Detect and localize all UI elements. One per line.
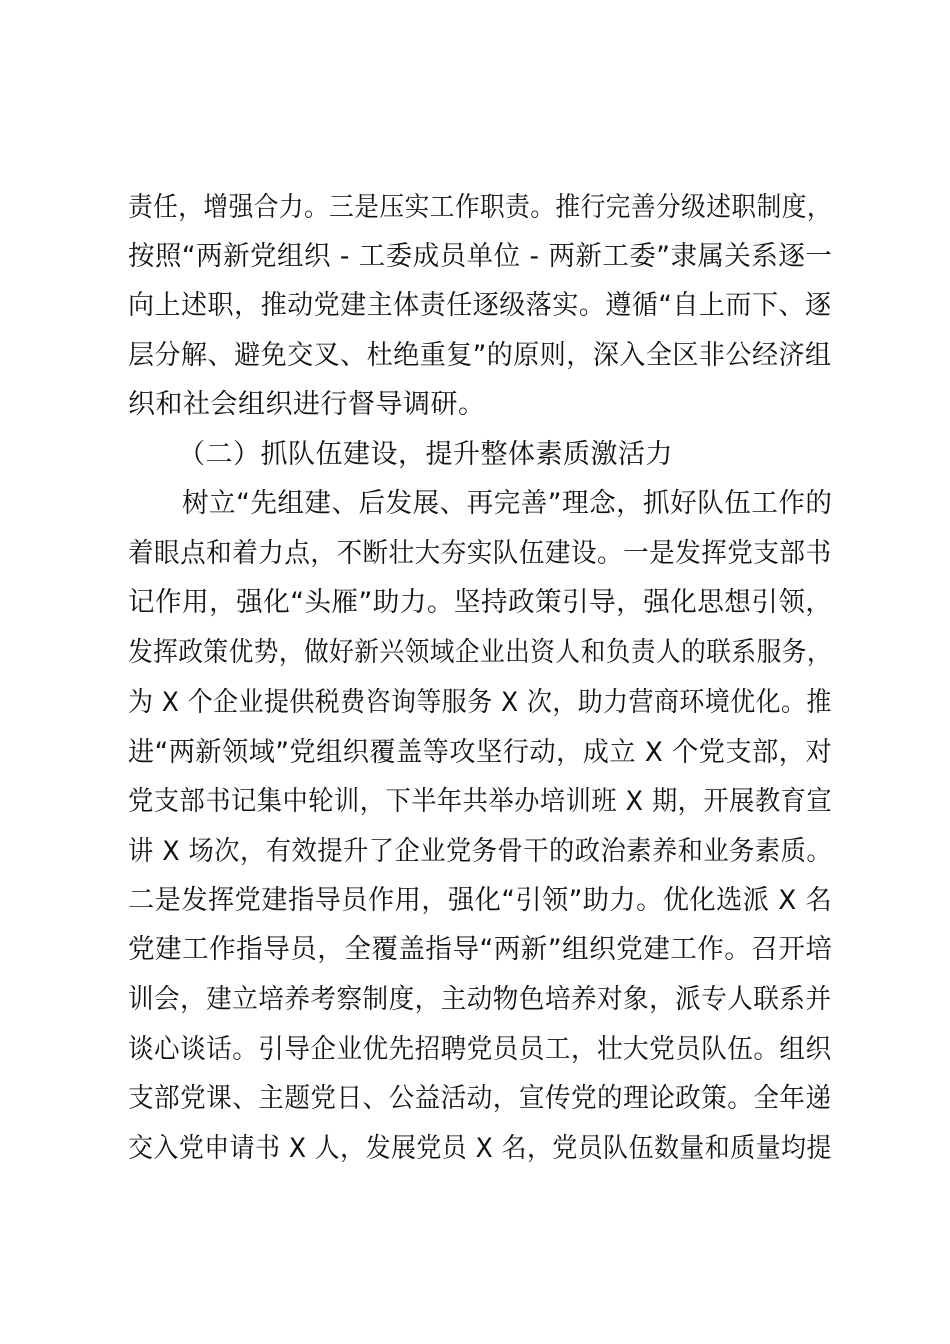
text-line: 进“两新领域”党组织覆盖等攻坚行动，成立 X 个党支部，对 <box>128 737 833 768</box>
text-line: 树立“先组建、后发展、再完善”理念，抓好队伍工作的 <box>182 488 833 519</box>
text-line: 谈心谈话。引导企业优先招聘党员员工，壮大党员队伍。组织 <box>128 1034 832 1065</box>
text-line: 党建工作指导员，全覆盖指导“两新”组织党建工作。召开培 <box>128 934 833 965</box>
text-line: 党支部书记集中轮训，下半年共举办培训班 X 期，开展教育宣 <box>128 786 833 817</box>
text-line: 责任，增强合力。三是压实工作职责。推行完善分级述职制度， <box>128 192 832 223</box>
text-line: 二是发挥党建指导员作用，强化“引领”助力。优化选派 X 名 <box>128 885 833 916</box>
text-line: 支部党课、主题党日、公益活动，宣传党的理论政策。全年递 <box>128 1083 832 1114</box>
text-line: 记作用，强化“头雁”助力。坚持政策引导，强化思想引领， <box>128 587 833 618</box>
text-line: 交入党申请书 X 人，发展党员 X 名，党员队伍数量和质量均提 <box>128 1133 832 1164</box>
text-line: 织和社会组织进行督导调研。 <box>128 389 486 420</box>
text-line: 层分解、避免交叉、杜绝重复”的原则，深入全区非公经济组 <box>128 340 832 371</box>
section-heading: （二）抓队伍建设，提升整体素质激活力 <box>178 439 673 470</box>
text-line: 向上述职，推动党建主体责任逐级落实。遵循“自上而下、逐 <box>128 290 832 321</box>
text-line: 讲 X 场次，有效提升了企业党务骨干的政治素养和业务素质。 <box>128 836 833 867</box>
text-line: 着眼点和着力点，不断壮大夯实队伍建设。一是发挥党支部书 <box>128 538 832 569</box>
text-line: 为 X 个企业提供税费咨询等服务 X 次，助力营商环境优化。推 <box>128 687 832 718</box>
text-line: 发挥政策优势，做好新兴领域企业出资人和负责人的联系服务， <box>128 637 832 668</box>
text-line: 按照“两新党组织 - 工委成员单位 - 两新工委”隶属关系逐一 <box>128 241 833 272</box>
text-line: 训会，建立培养考察制度，主动物色培养对象，派专人联系并 <box>128 984 832 1015</box>
